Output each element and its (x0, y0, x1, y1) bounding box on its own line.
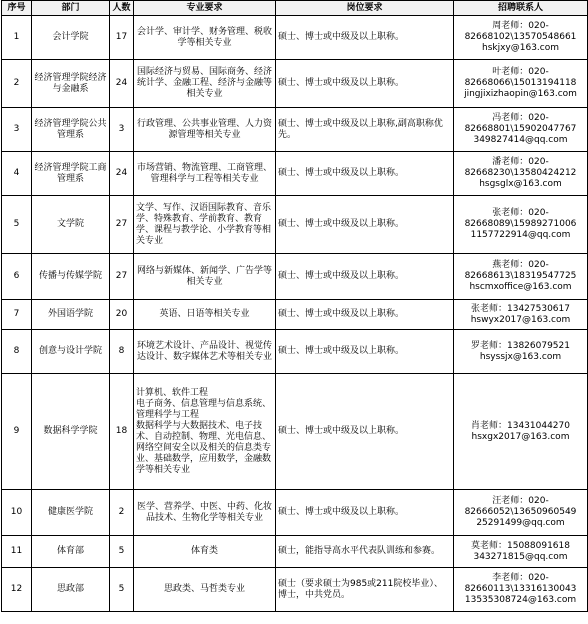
contact-name: 张老师：13427530617 (471, 303, 570, 314)
cell-no: 1 (2, 16, 32, 60)
contact-email: hscmxoffice@163.com (469, 282, 572, 292)
table-header-row (2, 1, 588, 16)
cell-department: 经济管理学院公共管理系 (32, 108, 110, 152)
contact-phone: 82668613\18319547725 (464, 271, 577, 281)
contact-phone: 82668089\15989271006 (464, 219, 577, 229)
contact-name: 莫老师：15088091618 (471, 540, 570, 551)
cell-contact (454, 196, 588, 254)
table-row (2, 254, 588, 300)
cell-post: 硕士、博士或中级及以上职称,副高职称优先。 (276, 108, 454, 152)
contact-email: hsyssjx@163.com (479, 351, 562, 362)
cell-no: 5 (2, 196, 32, 254)
contact-name: 燕老师：020- (492, 260, 549, 270)
contact-name: 冯老师：020- (492, 113, 549, 123)
cell-no: 6 (2, 254, 32, 300)
cell-post: 硕士、博士或中级及以上职称。 (276, 152, 454, 196)
cell-major: 会计学、审计学、财务管理、税收学等相关专业 (134, 16, 276, 60)
table-row (2, 536, 588, 568)
table-row (2, 330, 588, 374)
header-post: 岗位要求 (276, 1, 454, 16)
cell-contact (454, 60, 588, 108)
cell-major: 网络与新媒体、新闻学、广告学等相关专业 (134, 254, 276, 300)
cell-department: 思政部 (32, 568, 110, 612)
cell-major: 英语、日语等相关专业 (134, 300, 276, 330)
cell-major: 文学、写作、汉语国际教育、音乐学、特殊教育、学前教育、教育学、课程与教学论、小学教育等相关专业 (134, 196, 276, 254)
cell-department: 健康医学院 (32, 490, 110, 536)
cell-department: 会计学院 (32, 16, 110, 60)
cell-count: 2 (110, 490, 134, 536)
cell-count: 5 (110, 536, 134, 568)
cell-department: 经济管理学院工商管理系 (32, 152, 110, 196)
table-row (2, 152, 588, 196)
cell-major: 国际经济与贸易、国际商务、经济统计学、金融工程、经济与金融等相关专业 (134, 60, 276, 108)
cell-no: 12 (2, 568, 32, 612)
cell-no: 4 (2, 152, 32, 196)
cell-contact (454, 152, 588, 196)
contact-email: hswyx2017@163.com (470, 314, 571, 325)
cell-contact (454, 300, 588, 330)
cell-count: 17 (110, 16, 134, 60)
contact-name: 潘老师：020- (492, 157, 549, 167)
contact-name: 汪老师：020- (492, 496, 549, 506)
cell-count: 27 (110, 254, 134, 300)
cell-department: 传播与传媒学院 (32, 254, 110, 300)
cell-post: 硕士、博士或中级及以上职称。 (276, 374, 454, 490)
contact-name: 罗老师：13826079521 (471, 340, 570, 351)
cell-department: 经济管理学院经济与金融系 (32, 60, 110, 108)
cell-count: 24 (110, 152, 134, 196)
cell-contact (454, 536, 588, 568)
cell-no: 9 (2, 374, 32, 490)
contact-phone: 82666052\13650960549 (464, 507, 577, 517)
cell-department: 数据科学学院 (32, 374, 110, 490)
table-row (2, 300, 588, 330)
contact-email: 1157722914@qq.com (470, 230, 571, 240)
contact-name: 周老师：020- (492, 21, 549, 31)
cell-major: 行政管理、公共事业管理、人力资源管理等相关专业 (134, 108, 276, 152)
recruitment-table (1, 0, 588, 612)
contact-email: jingjixizhaopin@163.com (464, 89, 577, 99)
cell-post: 硕士、博士或中级及以上职称。 (276, 16, 454, 60)
cell-post: 硕士、博士或中级及以上职称。 (276, 490, 454, 536)
contact-email: 25291499@qq.com (476, 518, 565, 528)
contact-phone: 82668102\13570548661 (464, 32, 577, 42)
cell-contact (454, 330, 588, 374)
cell-no: 3 (2, 108, 32, 152)
cell-contact (454, 108, 588, 152)
cell-contact (454, 568, 588, 612)
cell-count: 27 (110, 196, 134, 254)
header-department: 部门 (32, 1, 110, 16)
contact-name: 张老师：020- (492, 208, 549, 218)
cell-post: 硕士、博士或中级及以上职称。 (276, 254, 454, 300)
cell-post: 硕士（要求硕士为985或211院校毕业）、博士，中共党员。 (276, 568, 454, 612)
cell-major: 思政类、马哲类专业 (134, 568, 276, 612)
contact-email: hsxgx2017@163.com (471, 431, 570, 442)
cell-count: 5 (110, 568, 134, 612)
contact-email: 349827414@qq.com (473, 135, 568, 145)
cell-post: 硕士、博士或中级及以上职称。 (276, 60, 454, 108)
cell-contact (454, 374, 588, 490)
cell-major (134, 374, 276, 490)
cell-major: 环境艺术设计、产品设计、视觉传达设计、数字媒体艺术等相关专业 (134, 330, 276, 374)
cell-department: 外国语学院 (32, 300, 110, 330)
major-line: 计算机、软件工程 (136, 387, 209, 398)
cell-major: 体育类 (134, 536, 276, 568)
cell-no: 10 (2, 490, 32, 536)
contact-email: hskjxy@163.com (481, 43, 560, 53)
cell-count: 24 (110, 60, 134, 108)
cell-post: 硕士、博士或中级及以上职称。 (276, 300, 454, 330)
contact-email: 343271815@qq.com (473, 551, 568, 562)
cell-department: 文学院 (32, 196, 110, 254)
contact-email: 13535308724@163.com (464, 595, 577, 605)
table-row (2, 60, 588, 108)
table-row (2, 108, 588, 152)
cell-department: 创意与设计学院 (32, 330, 110, 374)
contact-phone: 82668066\15013194118 (464, 78, 577, 88)
cell-count: 20 (110, 300, 134, 330)
header-count: 人数 (110, 1, 134, 16)
cell-count: 18 (110, 374, 134, 490)
table-row (2, 196, 588, 254)
table-row (2, 568, 588, 612)
cell-major: 医学、营养学、中医、中药、化妆品技术、生物化学等相关专业 (134, 490, 276, 536)
contact-phone: 82668230\13580424212 (464, 168, 577, 178)
contact-name: 李老师：020- (492, 573, 549, 583)
contact-email: hsgsglx@163.com (479, 179, 562, 189)
table-row (2, 490, 588, 536)
table-row (2, 16, 588, 60)
cell-no: 2 (2, 60, 32, 108)
cell-post: 硕士、博士或中级及以上职称。 (276, 330, 454, 374)
table-row (2, 374, 588, 490)
cell-no: 11 (2, 536, 32, 568)
major-line: 数据科学与大数据技术、电子技术、自动控制、物理、光电信息、网络空间安全以及相关的信息类专业、基础数学，应用数学，金融数学等相关专业 (136, 420, 272, 475)
cell-department: 体育部 (32, 536, 110, 568)
cell-count: 3 (110, 108, 134, 152)
contact-name: 叶老师：020- (492, 67, 549, 77)
cell-post: 硕士，能指导高水平代表队训练和参赛。 (276, 536, 454, 568)
major-line: 电子商务、信息管理与信息系统、管理科学与工程 (136, 398, 272, 420)
cell-contact (454, 254, 588, 300)
cell-count: 8 (110, 330, 134, 374)
header-major: 专业要求 (134, 1, 276, 16)
cell-major: 市场营销、物流管理、工商管理、管理科学与工程等相关专业 (134, 152, 276, 196)
contact-name: 肖老师：13431044270 (471, 420, 570, 431)
cell-no: 7 (2, 300, 32, 330)
cell-post: 硕士、博士或中级及以上职称。 (276, 196, 454, 254)
cell-no: 8 (2, 330, 32, 374)
header-no: 序号 (2, 1, 32, 16)
contact-phone: 82668801\15902047767 (464, 124, 577, 134)
contact-phone: 82660113\13316130043 (464, 584, 577, 594)
header-contact: 招聘联系人 (454, 1, 588, 16)
cell-contact (454, 16, 588, 60)
cell-contact (454, 490, 588, 536)
